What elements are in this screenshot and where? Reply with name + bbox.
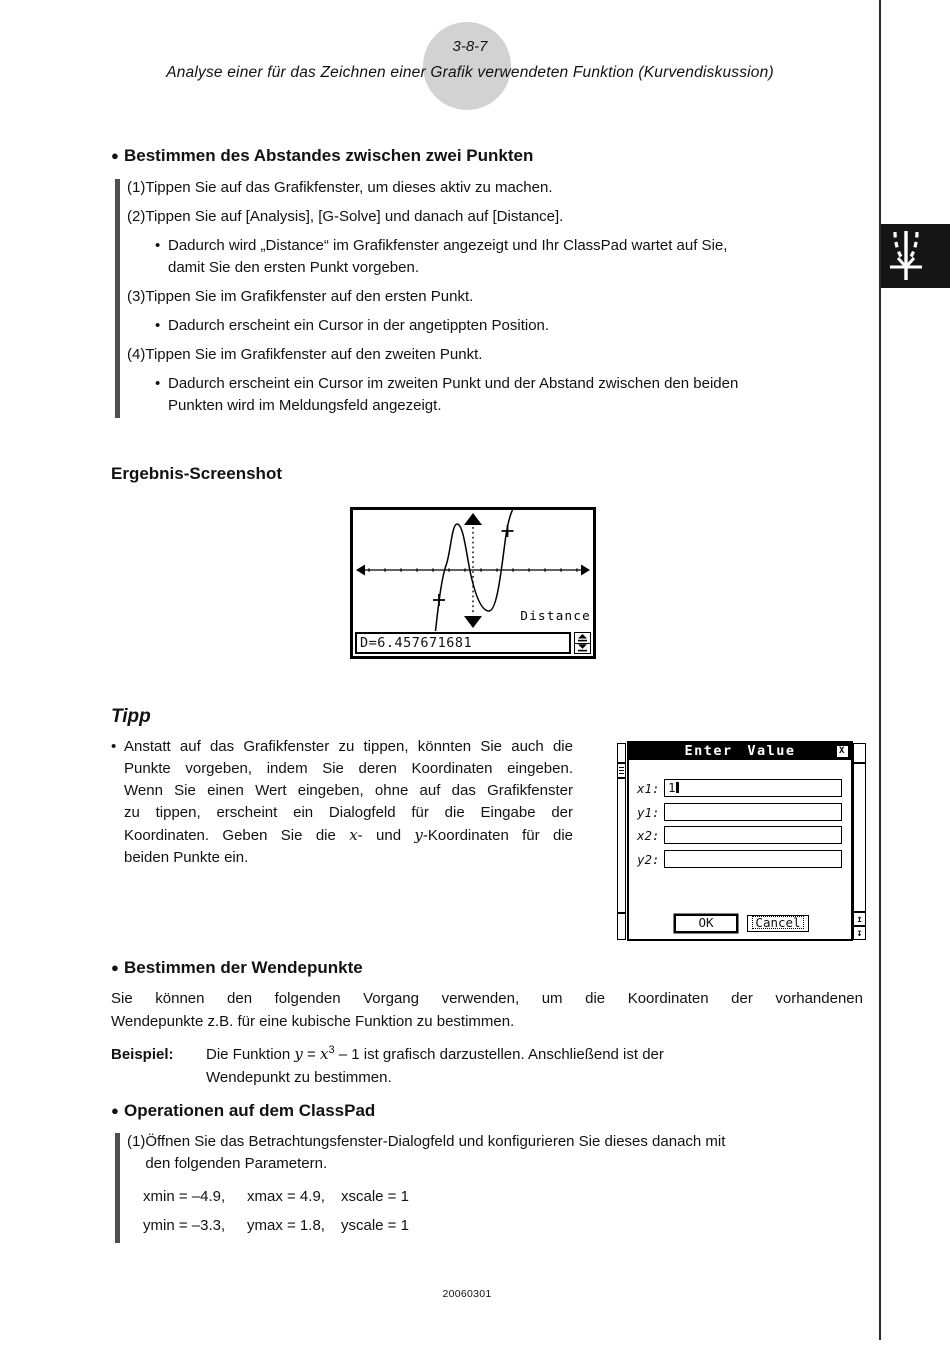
steps-side-bar (115, 179, 120, 418)
axis-arrow-right-icon (581, 565, 590, 576)
cancel-button[interactable]: Cancel (747, 915, 809, 932)
bullet-icon: • (111, 738, 117, 755)
dialog-title-bar[interactable] (629, 743, 851, 760)
section-heading-distance: ● Bestimmen des Abstandes zwischen zwei Punkten (111, 146, 534, 165)
message-bar (355, 632, 591, 654)
point-cursor-1 (433, 594, 445, 606)
scrollbar-up-icon[interactable]: ↥ (856, 913, 863, 925)
list-item: • Dadurch wird „Distance“ im Grafikfenster angezeigt und Ihr ClassPad wartet auf Sie, damit Sie den ersten Punkt vorgeben. (155, 237, 728, 276)
variable-y: y (294, 1045, 303, 1063)
section-heading-operationen: ● Operationen auf dem ClassPad (111, 1101, 376, 1120)
ok-button[interactable]: OK (675, 915, 737, 932)
calculator-graph-screenshot (350, 507, 596, 659)
page-number: 3-8-7 (452, 38, 488, 55)
right-edge-rule (879, 0, 881, 1340)
text-cursor (676, 782, 679, 793)
axis-arrow-left-icon (356, 565, 365, 576)
tipp-paragraph: • Anstatt auf das Grafikfenster zu tippen, könnten Sie auch die Punkte vorgeben, indem Sie deren Koordinaten eingeben. Wenn Sie einen Wert eingeben, ohne auf das Grafikfenster zu tippen, erscheint ein Dialogfeld für die Eingabe der Koordinaten. Geben Sie die x- und y-Koordinaten für die beiden Punkte ein. (111, 736, 573, 869)
list-item: (1) Öffnen Sie das Betrachtungsfenster-Dialogfeld und konfigurieren Sie dieses danach mit den folgenden Parametern. (127, 1133, 726, 1172)
x2-label: x2: (637, 828, 660, 843)
y2-label: y2: (637, 852, 660, 867)
scroll-down-button[interactable] (575, 643, 590, 654)
distance-result-field: D=6.457671681 (355, 632, 571, 654)
axis-arrow-up-icon (464, 513, 482, 525)
dialog-title: Enter Value (684, 743, 796, 759)
close-icon[interactable]: X (836, 745, 849, 758)
operationen-steps-list (127, 1131, 867, 1244)
scroll-down-icon (577, 644, 588, 652)
list-item: (4) Tippen Sie im Grafikfenster auf den zweiten Punkt. (127, 346, 483, 363)
result-screenshot-heading: Ergebnis-Screenshot (111, 464, 282, 483)
chapter-tab (881, 224, 950, 288)
point-cursor-2 (502, 525, 514, 537)
bullet-icon: ● (111, 1103, 119, 1118)
message-scroll-buttons (574, 632, 591, 654)
scroll-up-button[interactable] (575, 633, 590, 643)
scroll-up-icon (577, 634, 588, 642)
underlying-window-left-edge (617, 743, 626, 940)
list-item: (1) Tippen Sie auf das Grafikfenster, um dieses aktiv zu machen. (127, 179, 553, 196)
beispiel-label: Beispiel: (111, 1046, 174, 1063)
graph-status-label: Distance (520, 608, 591, 623)
variable-y: y (414, 826, 423, 844)
list-item: (3) Tippen Sie im Grafikfenster auf den ersten Punkt. (127, 288, 474, 305)
enter-value-dialog-screenshot (617, 741, 866, 942)
y2-input[interactable] (664, 850, 842, 868)
section-heading-wendepunkte: ● Bestimmen der Wendepunkte (111, 958, 363, 977)
list-item: • Dadurch erscheint ein Cursor im zweiten Punkt und der Abstand zwischen den beiden Punkten wird im Meldungsfeld angezeigt. (155, 375, 739, 414)
axis-arrow-down-icon (464, 616, 482, 628)
scrollbar-down-icon[interactable]: ↧ (856, 927, 863, 939)
variable-x: x (319, 1045, 329, 1063)
graph-window (353, 510, 593, 631)
footer-date-code: 20060301 (442, 1288, 492, 1300)
convergence-arrows-icon (886, 229, 926, 283)
list-item: (2) Tippen Sie auf [Analysis], [G-Solve] und danach auf [Distance]. (127, 208, 564, 225)
x2-input[interactable] (664, 826, 842, 844)
distance-steps-list (127, 177, 863, 424)
wendepunkte-paragraph: Sie können den folgenden Vorgang verwenden, um die Koordinaten der vorhandenen Wendepunkte z.B. für eine kubische Funktion zu bestimmen. (111, 990, 863, 1030)
enter-value-dialog (627, 741, 853, 941)
view-window-parameters (127, 1186, 867, 1237)
header-title: Analyse einer für das Zeichnen einer Grafik verwendeten Funktion (Kurvendiskussion) (166, 64, 774, 81)
bullet-icon: ● (111, 148, 119, 163)
underlying-window-scrollbar[interactable] (853, 743, 866, 940)
tipp-heading: Tipp (111, 706, 151, 727)
x1-label: x1: (637, 781, 660, 796)
beispiel-block: Beispiel: Die Funktion $y = x^3 - 1$ ist grafisch darzustellen. Anschließend ist der Wendepunkt zu bestimmen. (111, 1043, 811, 1089)
y1-label: y1: (637, 805, 660, 820)
list-item: • Dadurch erscheint ein Cursor in der angetippten Position. (155, 317, 550, 334)
params-row: xmin = –4.9, xmax = 4.9, xscale = 1 (143, 1188, 409, 1205)
variable-x: x (349, 826, 358, 844)
params-row: ymin = –3.3, ymax = 1.8, yscale = 1 (143, 1217, 409, 1234)
bullet-icon: ● (111, 960, 119, 975)
steps-side-bar (115, 1133, 120, 1243)
y1-input[interactable] (664, 803, 842, 821)
x1-input[interactable]: 1 (664, 779, 842, 797)
